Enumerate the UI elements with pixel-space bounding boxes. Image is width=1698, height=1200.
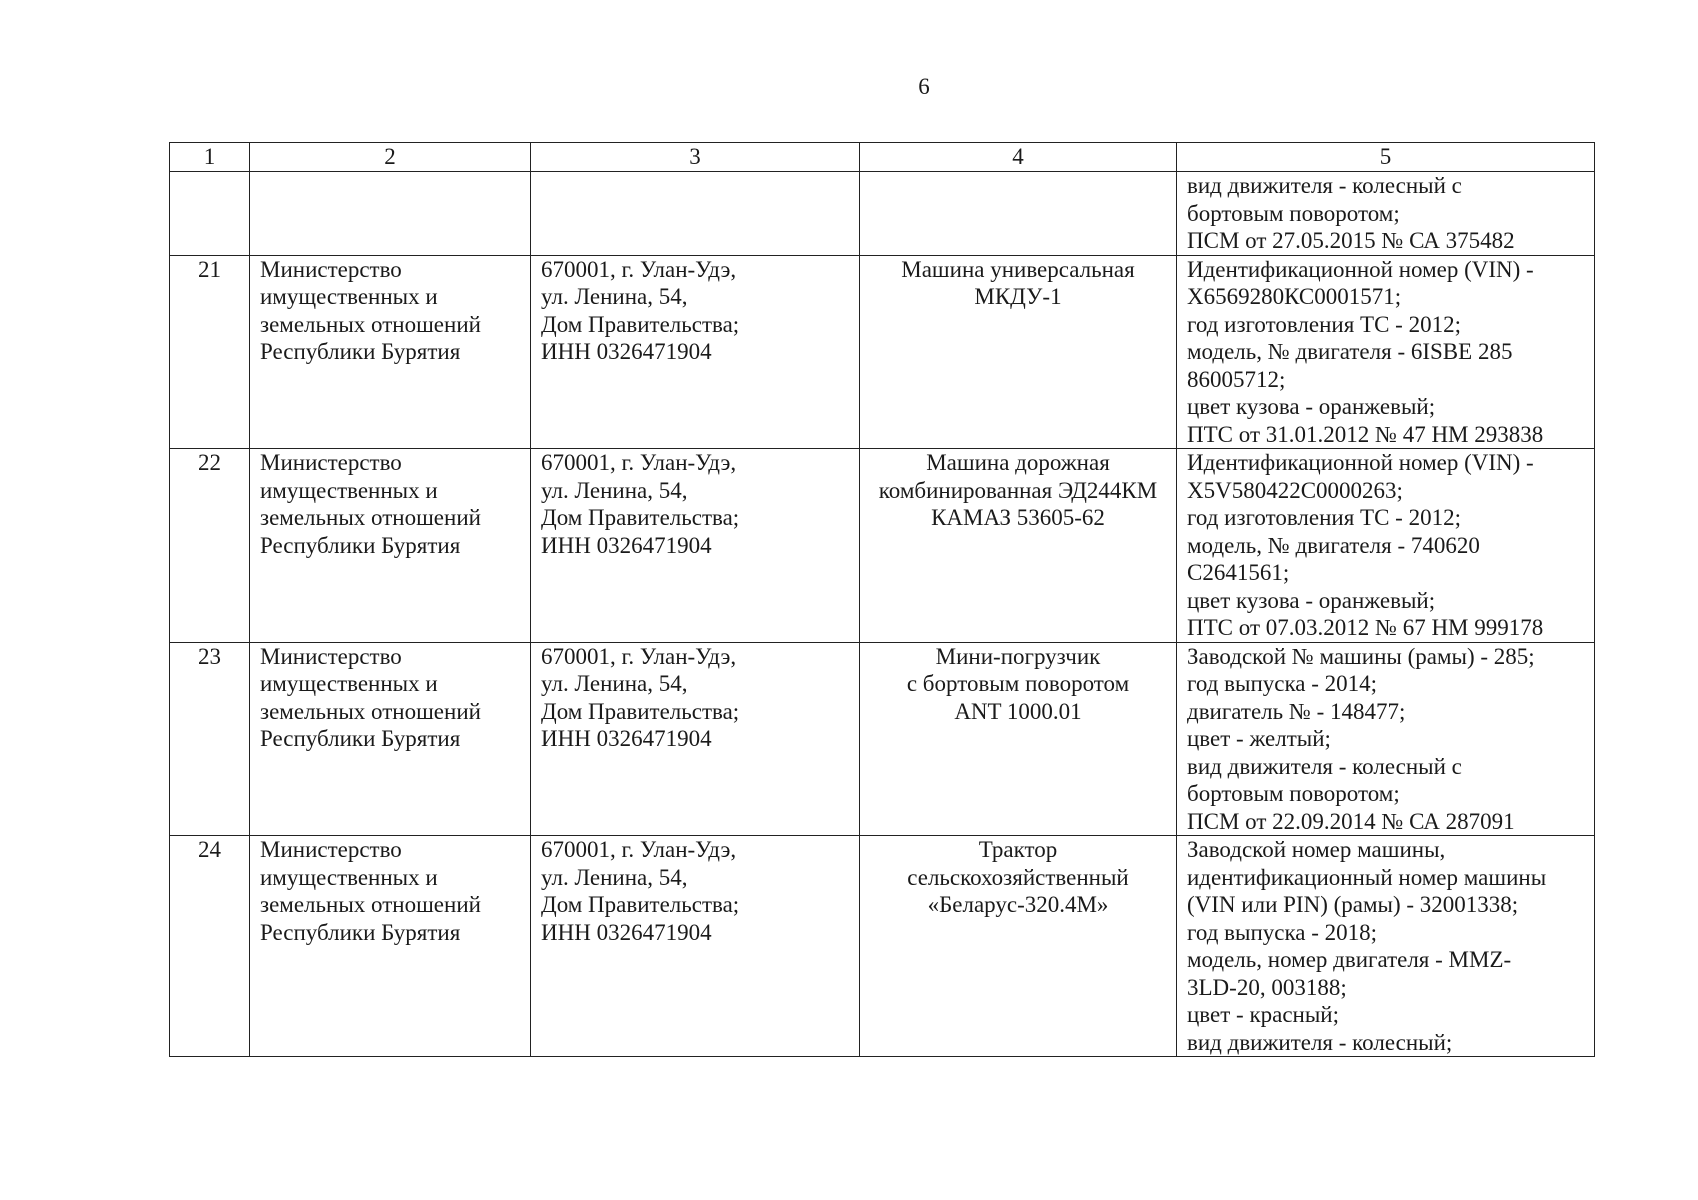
owner-line: Министерство [260,837,402,862]
address-line: 670001, г. Улан-Удэ, [541,256,737,282]
address-line: 670001, г. Улан-Удэ, [541,837,737,862]
address-line: Дом Правительства; [541,505,740,530]
continuation-row [170,172,1595,256]
owner-cell [250,255,531,449]
specs-line: вид движителя - колесный; [1187,1029,1453,1055]
specs-line: ПТС от 07.03.2012 № 67 НМ 999178 [1187,615,1544,640]
vehicle-name-cell [860,255,1177,449]
table-rows [170,255,1595,1057]
specs-line: год выпуска - 2018; [1187,919,1378,945]
vehicle-name-line: МКДУ-1 [974,284,1062,309]
owner-line: Министерство [260,643,402,669]
vehicle-name-line: с бортовым поворотом [906,671,1130,696]
owner-cell [250,449,531,643]
specs-line: двигатель № - 148477; [1187,698,1406,724]
address-line: ИНН 0326471904 [541,919,712,945]
address-line: 670001, г. Улан-Удэ, [541,643,737,669]
vehicle-name-cell [860,449,1177,643]
vehicle-specs-cell [1177,836,1595,1057]
specs-line: X6569280КС0001571; [1187,284,1402,309]
vehicle-name-cell [860,642,1177,836]
address-line: Дом Правительства; [541,698,740,724]
address-cell [531,255,860,449]
owner-line: земельных отношений [260,505,481,530]
specs-line: цвет - красный; [1187,1002,1340,1027]
vehicle-name-line: сельскохозяйственный [907,864,1129,890]
address-cell [531,642,860,836]
table-row [170,255,1595,449]
table-header-row [170,143,1595,172]
row-number-cell: 22 [170,449,250,643]
specs-line: X5V580422C0000263; [1187,477,1403,503]
specs-line: модель, № двигателя - 6ISBE 285 [1187,339,1513,364]
address-line: ул. Ленина, 54, [541,671,688,696]
address-line: ул. Ленина, 54, [541,284,688,309]
specs-line: (VIN или PIN) (рамы) - 32001338; [1187,892,1519,917]
address-line: ИНН 0326471904 [541,726,712,751]
specs-line: модель, номер двигателя - MMZ- [1187,947,1512,972]
owner-cell [250,836,531,1057]
header-col-3: 3 [531,143,860,172]
address-line: ИНН 0326471904 [541,339,712,364]
table-row [170,836,1595,1057]
address-cell [531,449,860,643]
owner-line: земельных отношений [260,311,481,337]
specs-line: год изготовления ТС - 2012; [1187,311,1461,337]
vehicle-name-line: КАМАЗ 53605-62 [931,505,1105,530]
page-number: 6 [918,74,930,99]
vehicle-name-line: Машина универсальная [901,256,1135,282]
header-col-1: 1 [170,143,250,172]
address-line: ИНН 0326471904 [541,532,712,558]
vehicle-specs-cell [1177,642,1595,836]
vehicle-name-line: ANT 1000.01 [954,698,1082,724]
specs-line: ПСМ от 27.05.2015 № СА 375482 [1187,228,1515,253]
specs-line: Заводской номер машины, [1187,837,1446,862]
address-line: Дом Правительства; [541,311,740,337]
specs-line: вид движителя - колесный с [1187,753,1462,779]
specs-line: идентификационный номер машины [1187,864,1547,890]
header-col-2: 2 [250,143,531,172]
vehicle-specs-cell [1177,255,1595,449]
continuation-specs-cell [1177,172,1595,256]
vehicle-name-line: Мини-погрузчик [935,643,1101,669]
vehicle-specs-cell [1177,449,1595,643]
owner-line: земельных отношений [260,698,481,724]
owner-line: Республики Бурятия [260,919,461,945]
specs-line: 86005712; [1187,366,1286,392]
continuation-num-cell [170,172,250,256]
specs-line: бортовым поворотом; [1187,781,1400,806]
row-number-cell: 23 [170,642,250,836]
specs-line: цвет - желтый; [1187,726,1331,751]
address-cell [531,836,860,1057]
owner-line: имущественных и [260,284,438,309]
owner-line: Министерство [260,256,402,282]
specs-line: цвет кузова - оранжевый; [1187,587,1436,613]
specs-line: бортовым поворотом; [1187,200,1400,226]
owner-line: имущественных и [260,477,438,503]
vehicle-name-line: Трактор [978,837,1058,862]
specs-line: год выпуска - 2014; [1187,671,1378,696]
address-line: 670001, г. Улан-Удэ, [541,450,737,475]
table-row [170,449,1595,643]
specs-line: цвет кузова - оранжевый; [1187,394,1436,419]
specs-line: Идентификационной номер (VIN) - [1187,256,1534,282]
address-line: ул. Ленина, 54, [541,864,688,890]
vehicle-registry-table [169,142,1595,1057]
header-col-5: 5 [1177,143,1595,172]
vehicle-name-line: «Беларус-320.4М» [927,892,1109,917]
vehicle-name-line: Машина дорожная [926,450,1110,475]
header-col-4: 4 [860,143,1177,172]
address-line: Дом Правительства; [541,892,740,917]
specs-line: ПТС от 31.01.2012 № 47 НМ 293838 [1187,421,1544,447]
specs-line: С2641561; [1187,560,1290,585]
row-number-cell: 21 [170,255,250,449]
owner-line: земельных отношений [260,892,481,917]
specs-line: модель, № двигателя - 740620 [1187,532,1480,558]
owner-line: Министерство [260,450,402,475]
vehicle-name-cell [860,836,1177,1057]
owner-line: имущественных и [260,671,438,696]
owner-line: имущественных и [260,864,438,890]
owner-line: Республики Бурятия [260,726,461,751]
specs-line: ПСМ от 22.09.2014 № СА 287091 [1187,808,1515,834]
row-number-cell: 24 [170,836,250,1057]
specs-line: Заводской № машины (рамы) - 285; [1187,643,1535,669]
continuation-address-cell [531,172,860,256]
specs-line: Идентификационной номер (VIN) - [1187,450,1534,475]
table-row [170,642,1595,836]
specs-line: 3LD-20, 003188; [1187,974,1347,1000]
owner-line: Республики Бурятия [260,339,461,364]
vehicle-name-line: комбинированная ЭД244КМ [878,477,1158,503]
continuation-name-cell [860,172,1177,256]
address-line: ул. Ленина, 54, [541,477,688,503]
continuation-owner-cell [250,172,531,256]
specs-line: вид движителя - колесный с [1187,173,1462,198]
owner-line: Республики Бурятия [260,532,461,558]
owner-cell [250,642,531,836]
specs-line: год изготовления ТС - 2012; [1187,505,1461,530]
